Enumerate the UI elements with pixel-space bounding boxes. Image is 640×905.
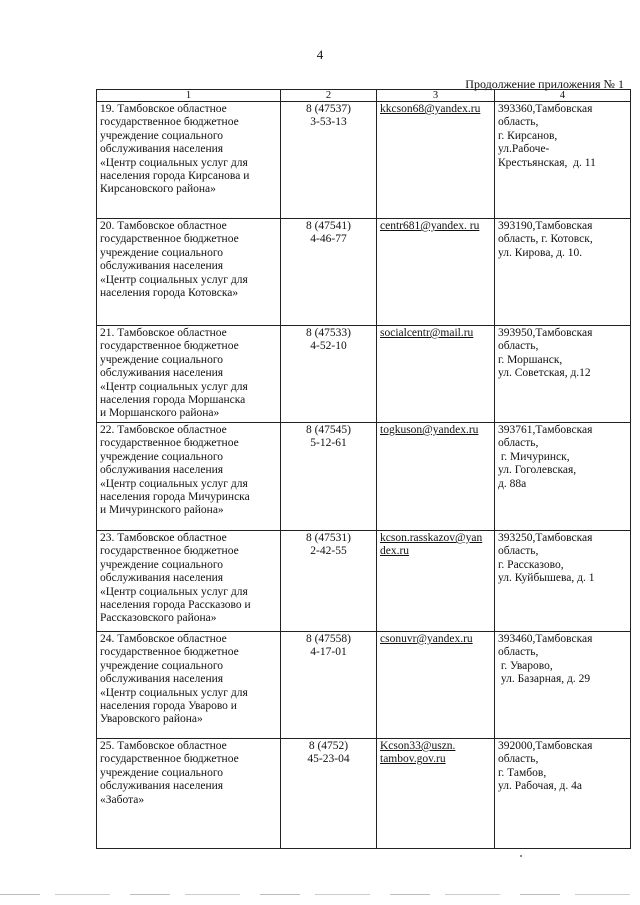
phone-line: 8 (47545) bbox=[305, 424, 352, 436]
address-line: ул. Советская, д.12 bbox=[498, 367, 591, 380]
column-header: 2 bbox=[281, 90, 377, 102]
phone-line: 2-42-55 bbox=[310, 545, 347, 558]
address-line: 393761,Тамбовская bbox=[498, 424, 593, 436]
institution-name-line: населения города Мичуринска bbox=[100, 491, 250, 504]
institutions-table-body bbox=[97, 90, 631, 849]
institution-name-line: 24. Тамбовское областное bbox=[100, 633, 227, 645]
institution-name-line: обслуживания населения bbox=[100, 780, 224, 793]
institution-name-line: государственное бюджетное bbox=[100, 116, 239, 129]
table-row bbox=[97, 739, 631, 849]
table-row bbox=[97, 219, 631, 326]
institution-name-line: государственное бюджетное bbox=[100, 753, 239, 766]
institution-name-line: «Центр социальных услуг для bbox=[100, 477, 248, 490]
phone-line: 3-53-13 bbox=[310, 116, 347, 129]
table-row bbox=[97, 326, 631, 423]
institution-name-line: учреждение социального bbox=[100, 659, 224, 672]
institution-name-line: 22. Тамбовское областное bbox=[100, 424, 227, 436]
institution-name-line: учреждение социального bbox=[100, 129, 224, 142]
institution-name-cell bbox=[97, 102, 281, 219]
institution-name-line: 19. Тамбовское областное bbox=[100, 103, 227, 115]
email-line: Kcson33@uszn. bbox=[380, 740, 456, 752]
phone-cell bbox=[281, 326, 377, 423]
address-line: область, bbox=[498, 646, 539, 659]
institution-name-line: «Центр социальных услуг для bbox=[100, 686, 248, 699]
institution-name-line: учреждение социального bbox=[100, 558, 224, 571]
table-row bbox=[97, 423, 631, 531]
institution-name-line: учреждение социального bbox=[100, 353, 224, 366]
address-line: область, bbox=[498, 753, 539, 766]
phone-line: 4-17-01 bbox=[310, 646, 347, 659]
institution-name-line: и Моршанского района» bbox=[100, 407, 220, 420]
address-line: ул. Рабочая, д. 4а bbox=[498, 780, 582, 793]
table-row bbox=[97, 531, 631, 632]
institution-name-line: 25. Тамбовское областное bbox=[100, 740, 227, 752]
continuation-title: Продолжение приложения № 1 bbox=[465, 77, 624, 91]
address-line: г. Кирсанов, bbox=[498, 129, 558, 142]
institution-name-line: государственное бюджетное bbox=[100, 340, 239, 353]
institution-name-line: «Забота» bbox=[100, 793, 145, 806]
institution-name-line: Рассказовского района» bbox=[100, 612, 217, 625]
institution-name-line: населения города Рассказово и bbox=[100, 599, 251, 612]
address-line: 393460,Тамбовская bbox=[498, 633, 593, 645]
address-line: область, г. Котовск, bbox=[498, 233, 593, 246]
address-line: 393950,Тамбовская bbox=[498, 327, 593, 339]
address-cell bbox=[495, 739, 631, 849]
address-line: г. Мичуринск, bbox=[498, 450, 570, 463]
phone-line: 5-12-61 bbox=[310, 437, 347, 450]
institution-name-cell bbox=[97, 423, 281, 531]
email-line: dex.ru bbox=[380, 545, 410, 558]
email-line: kkcson68@yandex.ru bbox=[380, 103, 481, 115]
email-cell[interactable] bbox=[377, 423, 495, 531]
email-line: csonuvr@yandex.ru bbox=[380, 633, 473, 645]
institution-name-line: обслуживания населения bbox=[100, 143, 224, 156]
address-cell bbox=[495, 102, 631, 219]
address-line: г. Моршанск, bbox=[498, 353, 563, 366]
phone-cell bbox=[281, 219, 377, 326]
institution-name-line: государственное бюджетное bbox=[100, 437, 239, 450]
address-line: ул.Рабоче- bbox=[498, 143, 550, 156]
institution-name-line: учреждение социального bbox=[100, 766, 224, 779]
institution-name-line: обслуживания населения bbox=[100, 367, 224, 380]
phone-cell bbox=[281, 423, 377, 531]
address-line: область, bbox=[498, 116, 539, 129]
address-line: г. Рассказово, bbox=[498, 558, 564, 571]
phone-line: 8 (47541) bbox=[305, 220, 352, 232]
address-line: 393360,Тамбовская bbox=[498, 103, 593, 115]
phone-line: 45-23-04 bbox=[307, 753, 350, 766]
institution-name-line: «Центр социальных услуг для bbox=[100, 273, 248, 286]
page-number: 4 bbox=[316, 47, 324, 62]
institution-name-line: населения города Кирсанова и bbox=[100, 170, 250, 183]
institution-name-line: населения города Котовска» bbox=[100, 287, 239, 300]
institution-name-line: населения города Уварово и bbox=[100, 700, 237, 713]
institution-name-line: государственное бюджетное bbox=[100, 646, 239, 659]
scan-edge-artifact bbox=[0, 894, 640, 895]
institution-name-cell bbox=[97, 632, 281, 739]
address-cell bbox=[495, 531, 631, 632]
institution-name-line: населения города Моршанска bbox=[100, 394, 246, 407]
institution-name-cell bbox=[97, 219, 281, 326]
institution-name-line: государственное бюджетное bbox=[100, 233, 239, 246]
address-line: 392000,Тамбовская bbox=[498, 740, 593, 752]
address-cell bbox=[495, 632, 631, 739]
institution-name-line: «Центр социальных услуг для bbox=[100, 156, 248, 169]
address-cell bbox=[495, 219, 631, 326]
address-line: область, bbox=[498, 545, 539, 558]
institution-name-line: Кирсановского района» bbox=[100, 183, 216, 196]
institution-name-line: обслуживания населения bbox=[100, 673, 224, 686]
institutions-table bbox=[96, 89, 631, 849]
phone-line: 8 (47537) bbox=[305, 103, 352, 115]
address-line: ул. Куйбышева, д. 1 bbox=[498, 572, 595, 585]
email-line: centr681@yandex. ru bbox=[380, 220, 480, 232]
address-line: ул. Гоголевская, bbox=[498, 464, 577, 477]
address-line: ул. Базарная, д. 29 bbox=[498, 673, 591, 686]
institution-name-line: Уваровского района» bbox=[100, 713, 203, 726]
phone-cell bbox=[281, 739, 377, 849]
institution-name-line: обслуживания населения bbox=[100, 260, 224, 273]
column-header: 4 bbox=[495, 90, 631, 102]
email-line: tambov.gov.ru bbox=[380, 753, 446, 766]
institution-name-line: «Центр социальных услуг для bbox=[100, 585, 248, 598]
phone-line: 8 (4752) bbox=[308, 740, 349, 752]
phone-cell bbox=[281, 102, 377, 219]
email-cell[interactable] bbox=[377, 632, 495, 739]
institution-name-line: обслуживания населения bbox=[100, 464, 224, 477]
institution-name-line: 23. Тамбовское областное bbox=[100, 532, 227, 544]
table-row bbox=[97, 102, 631, 219]
institution-name-line: и Мичуринского района» bbox=[100, 504, 224, 517]
email-line: kcson.rasskazov@yan bbox=[380, 532, 483, 544]
email-line: socialcentr@mail.ru bbox=[380, 327, 474, 339]
column-header: 1 bbox=[97, 90, 281, 102]
institution-name-cell bbox=[97, 326, 281, 423]
phone-cell bbox=[281, 632, 377, 739]
address-line: 393250,Тамбовская bbox=[498, 532, 593, 544]
address-line: ул. Кирова, д. 10. bbox=[498, 246, 583, 259]
email-cell[interactable] bbox=[377, 739, 495, 849]
header-row bbox=[97, 90, 631, 102]
address-line: г. Тамбов, bbox=[498, 766, 547, 779]
institution-name-cell bbox=[97, 531, 281, 632]
institution-name-line: 21. Тамбовское областное bbox=[100, 327, 227, 339]
institution-name-line: государственное бюджетное bbox=[100, 545, 239, 558]
address-line: д. 88а bbox=[498, 477, 527, 490]
address-line: Крестьянская, д. 11 bbox=[498, 156, 596, 169]
phone-cell bbox=[281, 531, 377, 632]
address-cell bbox=[495, 326, 631, 423]
institution-name-line: обслуживания населения bbox=[100, 572, 224, 585]
phone-line: 8 (47533) bbox=[305, 327, 352, 339]
address-line: область, bbox=[498, 437, 539, 450]
institution-name-cell bbox=[97, 739, 281, 849]
email-cell[interactable] bbox=[377, 219, 495, 326]
scan-speck bbox=[520, 855, 522, 857]
email-cell[interactable] bbox=[377, 102, 495, 219]
address-cell bbox=[495, 423, 631, 531]
column-header: 3 bbox=[377, 90, 495, 102]
table-row bbox=[97, 632, 631, 739]
institution-name-line: «Центр социальных услуг для bbox=[100, 380, 248, 393]
institution-name-line: 20. Тамбовское областное bbox=[100, 220, 227, 232]
address-line: область, bbox=[498, 340, 539, 353]
phone-line: 8 (47558) bbox=[305, 633, 352, 645]
phone-line: 4-46-77 bbox=[310, 233, 347, 246]
phone-line: 8 (47531) bbox=[305, 532, 352, 544]
institution-name-line: учреждение социального bbox=[100, 246, 224, 259]
email-cell[interactable] bbox=[377, 326, 495, 423]
email-line: togkuson@yandex.ru bbox=[380, 424, 479, 436]
address-line: г. Уварово, bbox=[498, 659, 553, 672]
address-line: 393190,Тамбовская bbox=[498, 220, 593, 232]
phone-line: 4-52-10 bbox=[310, 340, 347, 353]
institution-name-line: учреждение социального bbox=[100, 450, 224, 463]
email-cell[interactable] bbox=[377, 531, 495, 632]
